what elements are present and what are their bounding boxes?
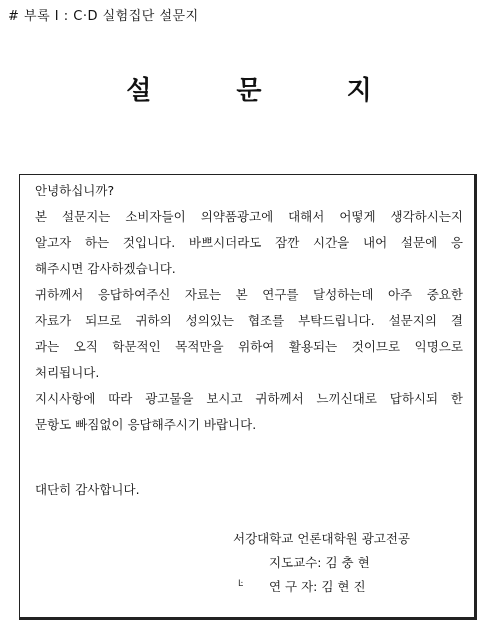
document-title: 설 문 지 bbox=[126, 76, 410, 106]
greeting-line: 안녕하십니까? bbox=[35, 183, 115, 198]
word: 내어 bbox=[363, 235, 388, 250]
paragraph-confidentiality bbox=[35, 282, 463, 386]
word: 응답하여주신 bbox=[97, 287, 171, 302]
word: 되므로 bbox=[85, 313, 122, 328]
word: 위하여 bbox=[238, 339, 275, 354]
word: 중요한 bbox=[426, 287, 463, 302]
word: 본 bbox=[35, 209, 48, 224]
word: 연구를 bbox=[262, 287, 299, 302]
word: 성의있는 bbox=[185, 313, 234, 328]
word: 따라 bbox=[108, 391, 133, 406]
paragraph-purpose bbox=[35, 204, 463, 282]
text-line: 문항도 빠짐없이 응답해주시기 바랍니다. bbox=[35, 417, 257, 432]
word: 하는 bbox=[84, 235, 110, 250]
word: 시간을 bbox=[313, 235, 350, 250]
closing-remark bbox=[35, 477, 463, 503]
word: 느끼신대로 bbox=[316, 391, 377, 406]
word: 자료가 bbox=[35, 313, 72, 328]
paragraph-instructions bbox=[35, 386, 463, 438]
text-line: 해주시면 감사하겠습니다. bbox=[35, 261, 176, 276]
word: 자료는 bbox=[184, 287, 222, 302]
word: 의약품광고에 bbox=[200, 209, 274, 224]
survey-intro-box bbox=[19, 174, 477, 620]
stray-mark: Ŀ bbox=[238, 579, 244, 589]
word: 한 bbox=[450, 391, 463, 406]
word: 알고자 bbox=[35, 235, 72, 250]
word: 과는 bbox=[35, 339, 60, 354]
word: 생각하시는지 bbox=[390, 209, 463, 224]
text-line bbox=[35, 230, 463, 256]
text-line bbox=[35, 204, 463, 230]
word: 설문에 bbox=[400, 235, 438, 250]
text-line bbox=[35, 334, 463, 360]
text-line bbox=[35, 308, 463, 334]
word: 협조를 bbox=[247, 313, 285, 328]
appendix-header: # 부록 I : C·D 실험집단 설문지 bbox=[8, 9, 199, 24]
word: 오직 bbox=[73, 339, 98, 354]
word: 설문지의 bbox=[388, 313, 437, 328]
word: 답하시되 bbox=[389, 391, 439, 406]
word: 귀하께서 bbox=[35, 287, 84, 302]
word: 응 bbox=[450, 235, 463, 250]
signature-researcher: 연 구 자: 김 현 진 bbox=[269, 579, 366, 594]
word: 어떻게 bbox=[339, 209, 376, 224]
word: 귀하의 bbox=[135, 313, 172, 328]
word: 광고물을 bbox=[145, 391, 194, 406]
word: 귀하께서 bbox=[255, 391, 304, 406]
word: 지시사항에 bbox=[35, 391, 96, 406]
signature-affiliation: 서강대학교 언론대학원 광고전공 bbox=[233, 531, 410, 546]
word: 목적만을 bbox=[175, 339, 224, 354]
word: 학문적인 bbox=[112, 339, 161, 354]
word: 익명으로 bbox=[414, 339, 463, 354]
word: 것입니다. bbox=[122, 235, 176, 250]
word: 활용되는 bbox=[288, 339, 338, 354]
word: 달성하는데 bbox=[313, 287, 374, 302]
greeting bbox=[35, 178, 463, 204]
signature-advisor: 지도교수: 김 충 현 bbox=[269, 555, 370, 570]
word: 부탁드립니다. bbox=[298, 313, 375, 328]
text-line bbox=[35, 386, 463, 412]
word: 것이므로 bbox=[351, 339, 401, 354]
word: 본 bbox=[235, 287, 248, 302]
text-line bbox=[35, 282, 463, 308]
word: 바쁘시더라도 bbox=[188, 235, 262, 250]
word: 결 bbox=[450, 313, 463, 328]
word: 대해서 bbox=[288, 209, 325, 224]
word: 아주 bbox=[387, 287, 413, 302]
word: 소비자들이 bbox=[125, 209, 186, 224]
word: 잠깐 bbox=[275, 235, 300, 250]
word: 보시고 bbox=[206, 391, 243, 406]
word: 설문지는 bbox=[62, 209, 111, 224]
closing-line: 대단히 감사합니다. bbox=[35, 482, 140, 497]
text-line: 처리됩니다. bbox=[35, 365, 100, 380]
